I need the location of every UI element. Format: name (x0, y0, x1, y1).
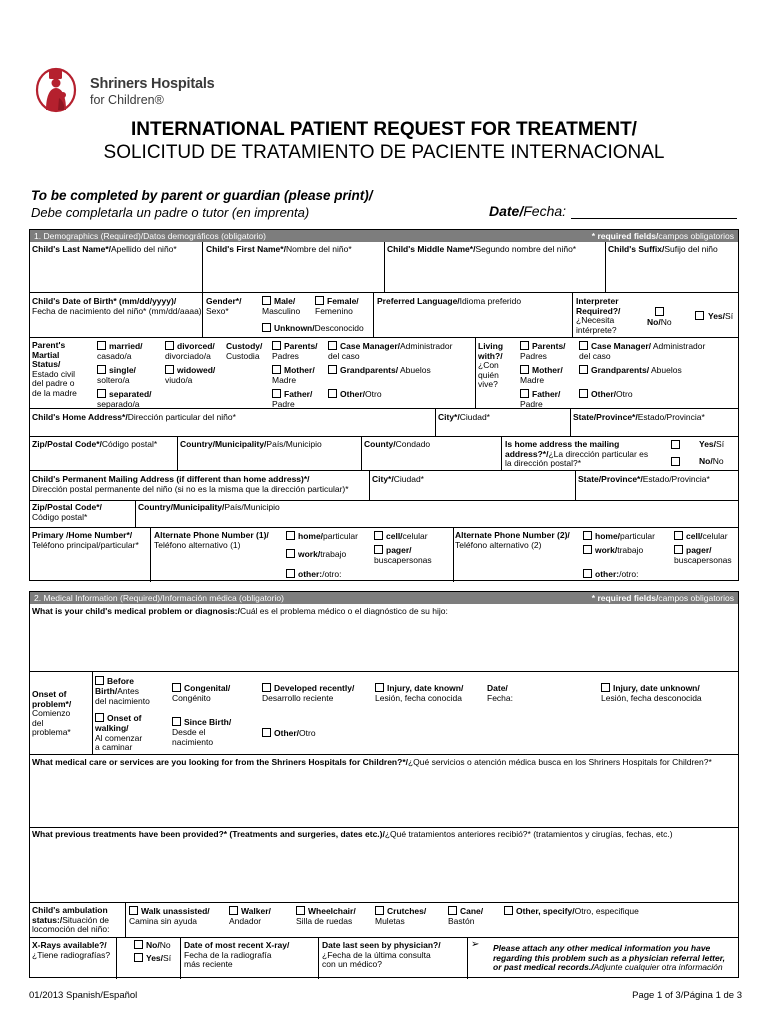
injury-known-es: Lesión, fecha conocida (375, 693, 462, 703)
custody-case-manager-es: del caso (328, 351, 360, 361)
custody-parents-es: Padres (272, 351, 299, 361)
suffix-label: Child's Suffix/Sufijo del niño (608, 244, 718, 254)
logo-name: Shriners Hospitals (90, 76, 215, 92)
mailing-zip-label: Zip/Postal Code*/ Código postal* (32, 502, 102, 522)
living-father-es: Padre (520, 399, 543, 409)
living-mother-es: Madre (520, 375, 545, 385)
xray-no-label: No/No (146, 940, 171, 950)
last-name-label: Child's Last Name*/Apellido del niño* (32, 244, 177, 254)
since-birth-label: Since Birth/ (184, 717, 232, 727)
medical-problem-label: What is your child's medical problem or diagnosis:/Cuál es el problema médico o el diagnóstico de su hijo: (32, 606, 448, 616)
interpreter-label: Interpreter Required?/ ¿Necesita intérprete? (576, 296, 621, 335)
demographics-header: 1. Demographics (Required)/Datos demográficos (obligatorio) * required fields/campos obligatorios (30, 230, 738, 242)
custody-grandparents-label: Grandparents/ Abuelos (340, 365, 431, 375)
custody-case-manager-label: Case Manager/Administrador (340, 341, 453, 351)
footer-page-number: Page 1 of 3/Página 1 de 3 (632, 990, 742, 1001)
living-with-label: Living with?/ ¿Con quién vive? (478, 341, 504, 390)
mailing-city-label: City*/Ciudad* (372, 474, 424, 484)
previous-treatments-label: What previous treatments have been provided?* (Treatments and surgeries, dates etc.)/¿Qué tratamientos anteriores recibió?* (tratamientos y cirugías, fechas, etc.) (32, 829, 673, 839)
language-label: Preferred Language/Idioma preferido (377, 296, 522, 306)
shriners-logo (34, 64, 264, 120)
attach-note: Please attach any other medical information you have regarding this problem such as a physician referral letter, or past medical records./Adjunte cualquier otra información (493, 943, 725, 973)
living-case-manager-label: Case Manager/ Administrador (591, 341, 706, 351)
congenital-label: Congenital/ (184, 683, 231, 693)
married-es: casado/a (97, 351, 132, 361)
walk-unassisted-label: Walk unassisted/ (141, 906, 210, 916)
recent-xray-label: Date of most recent X-ray/ Fecha de la radiografía más reciente (184, 940, 290, 970)
is-mailing-yes-label: Yes/Sí (699, 439, 725, 449)
dob-label: Child's Date of Birth* (mm/dd/yyyy)/ Fecha de nacimiento del niño* (mm/dd/aaaa) (32, 296, 202, 316)
custody-father-label: Father/ (284, 389, 313, 399)
xray-label: X-Rays available?/ ¿Tiene radiografías? (32, 940, 111, 960)
living-parents-es: Padres (520, 351, 547, 361)
congenital-es: Congénito (172, 693, 211, 703)
primary-phone-label: Primary /Home Number*/ Teléfono principal/particular* (32, 530, 139, 550)
before-birth-label-2: Birth/Antes del nacimiento (95, 686, 150, 706)
gender-label: Gender*/ Sexo* (206, 296, 242, 316)
custody-mother-label: Mother/ (284, 365, 315, 375)
separated-label: separated/ (109, 389, 152, 399)
last-seen-label: Date last seen by physician?/ ¿Fecha de la última consulta con un médico? (322, 940, 441, 970)
alt1-cell-label: cell/celular (386, 531, 428, 541)
marital-status-label: Parent's Martial Status/ Estado civil del padre o de la madre (32, 340, 77, 398)
gender-male-label: Male/ (274, 296, 296, 306)
xray-yes-label: Yes/Sí (146, 953, 172, 963)
first-name-label: Child's First Name*/Nombre del niño* (206, 244, 352, 254)
injury-unknown-label: Injury, date unknown/ (613, 683, 700, 693)
form-title-en: INTERNATIONAL PATIENT REQUEST FOR TREATMENT/ (131, 119, 637, 140)
walk-unassisted-es: Camina sin ayuda (129, 916, 198, 926)
middle-name-label: Child's Middle Name*/Segundo nombre del niño* (387, 244, 577, 254)
ambulation-label: Child's ambulation status:/Situación de locomoción del niño: (32, 905, 110, 935)
custody-father-es: Padre (272, 399, 295, 409)
country-label: Country/Municipality/País/Municipio (180, 439, 322, 449)
developed-recently-es: Desarrollo reciente (262, 693, 334, 703)
single-es: soltero/a (97, 375, 130, 385)
county-label: County/Condado (364, 439, 431, 449)
alt2-pager-label: pager/ (686, 545, 712, 555)
divorced-es: divorciado/a (165, 351, 211, 361)
cane-label: Cane/ (460, 906, 484, 916)
custody-mother-es: Madre (272, 375, 297, 385)
walker-es: Andador (229, 916, 262, 926)
gender-female-label: Female/ (327, 296, 359, 306)
date-field[interactable] (571, 218, 737, 219)
instructions-en: To be completed by parent or guardian (please print)/ (31, 188, 373, 203)
single-label: single/ (109, 365, 136, 375)
cane-es: Bastón (448, 916, 475, 926)
is-mailing-no-checkbox[interactable] (671, 457, 680, 466)
is-mailing-no-label: No/No (699, 456, 724, 466)
footer-version: 01/2013 Spanish/Español (29, 990, 138, 1001)
permanent-mailing-label: Child's Permanent Mailing Address (if different than home address)*/ Dirección postal permanente del niño (si no es la misma que la dirección particular)* (32, 474, 349, 494)
developed-recently-label: Developed recently/ (274, 683, 355, 693)
alt1-other-label: other:/otro: (298, 569, 342, 579)
alt2-pager-es: buscapersonas (674, 555, 732, 565)
widowed-label: widowed/ (177, 365, 216, 375)
alt-phone-1-label: Alternate Phone Number (1)/ Teléfono alternativo (1) (154, 530, 269, 550)
injury-known-label: Injury, date known/ (387, 683, 464, 693)
custody-other-label: Other/Otro (340, 389, 382, 399)
gender-unknown-label: Unknown/Desconocido (274, 323, 364, 333)
demographics-section (29, 229, 739, 581)
alt1-pager-label: pager/ (386, 545, 412, 555)
custody-parents-label: Parents/ (284, 341, 318, 351)
logo-subtitle: for Children® (90, 93, 164, 107)
divorced-label: divorced/ (177, 341, 215, 351)
medical-header: 2. Medical Information (Required)/Información médica (obligatorio) * required fields/campos obligatorios (30, 592, 738, 604)
crutches-es: Muletas (375, 916, 405, 926)
shriners-emblem-icon (34, 64, 78, 120)
interpreter-no-label: No/No (647, 317, 672, 327)
interpreter-yes-label: Yes/Sí (708, 311, 734, 321)
gender-male-es: Masculino (262, 306, 301, 316)
injury-date-label: Date/ Fecha: (487, 683, 513, 703)
onset-label: Onset of problem*/ Comienzo del problema* (32, 689, 72, 738)
mailing-state-label: State/Province*/Estado/Provincia* (578, 474, 710, 484)
alt1-pager-es: buscapersonas (374, 555, 432, 565)
walker-label: Walker/ (241, 906, 271, 916)
living-case-manager-es: del caso (579, 351, 611, 361)
custody-label: Custody/ Custodia (226, 341, 263, 361)
living-father-label: Father/ (532, 389, 561, 399)
care-sought-label: What medical care or services are you looking for from the Shriners Hospitals for Children?*/¿Qué servicios o atención médica busca en los Shriners Hospitals for Children?* (32, 757, 712, 767)
since-birth-es: Desde el nacimiento (172, 727, 214, 747)
living-other-label: Other/Otro (591, 389, 633, 399)
alt2-home-label: home/particular (595, 531, 655, 541)
injury-unknown-es: Lesión, fecha desconocida (601, 693, 702, 703)
alt1-work-label: work/trabajo (298, 549, 347, 559)
form-title-es: SOLICITUD DE TRATAMIENTO DE PACIENTE INTERNACIONAL (103, 142, 665, 163)
instructions-es: Debe completarla un padre o tutor (en imprenta) (31, 205, 310, 220)
arrow-right-icon: ➢ (471, 939, 480, 950)
widowed-es: viudo/a (165, 375, 193, 385)
interpreter-yes-checkbox[interactable] (695, 311, 704, 320)
living-grandparents-label: Grandparents/ Abuelos (591, 365, 682, 375)
married-label: married/ (109, 341, 143, 351)
state-label: State/Province*/Estado/Provincia* (573, 412, 705, 422)
other-specify-label: Other, specify/Otro, especifique (516, 906, 639, 916)
living-parents-label: Parents/ (532, 341, 566, 351)
onset-walking-label-2: walking/ Al comenzar a caminar (95, 723, 143, 753)
is-mailing-yes-checkbox[interactable] (671, 440, 680, 449)
medical-section (29, 591, 739, 978)
home-address-label: Child's Home Address*/Dirección particular del niño* (32, 412, 236, 422)
wheelchair-label: Wheelchair/ (308, 906, 356, 916)
alt-phone-2-label: Alternate Phone Number (2)/ Teléfono alternativo (2) (455, 530, 570, 550)
zip-label: Zip/Postal Code*/Código postal* (32, 439, 158, 449)
date-label: Date/Fecha: (489, 203, 567, 219)
gender-female-es: Femenino (315, 306, 353, 316)
crutches-label: Crutches/ (387, 906, 427, 916)
separated-es: separado/a (97, 399, 140, 409)
before-birth-label: Before (107, 676, 134, 686)
city-label: City*/Ciudad* (438, 412, 490, 422)
alt1-home-label: home/particular (298, 531, 358, 541)
alt2-work-label: work/trabajo (595, 545, 644, 555)
alt2-cell-label: cell/celular (686, 531, 728, 541)
alt2-other-label: other:/otro: (595, 569, 639, 579)
mailing-country-label: Country/Municipality/País/Municipio (138, 502, 280, 512)
is-mailing-label: Is home address the mailing address?*/¿La dirección particular es la dirección postal?* (505, 439, 649, 469)
onset-walking-label: Onset of (107, 713, 142, 723)
living-mother-label: Mother/ (532, 365, 563, 375)
wheelchair-es: Silla de ruedas (296, 916, 353, 926)
onset-other-label: Other/Otro (274, 728, 316, 738)
interpreter-no-checkbox[interactable] (655, 307, 664, 316)
